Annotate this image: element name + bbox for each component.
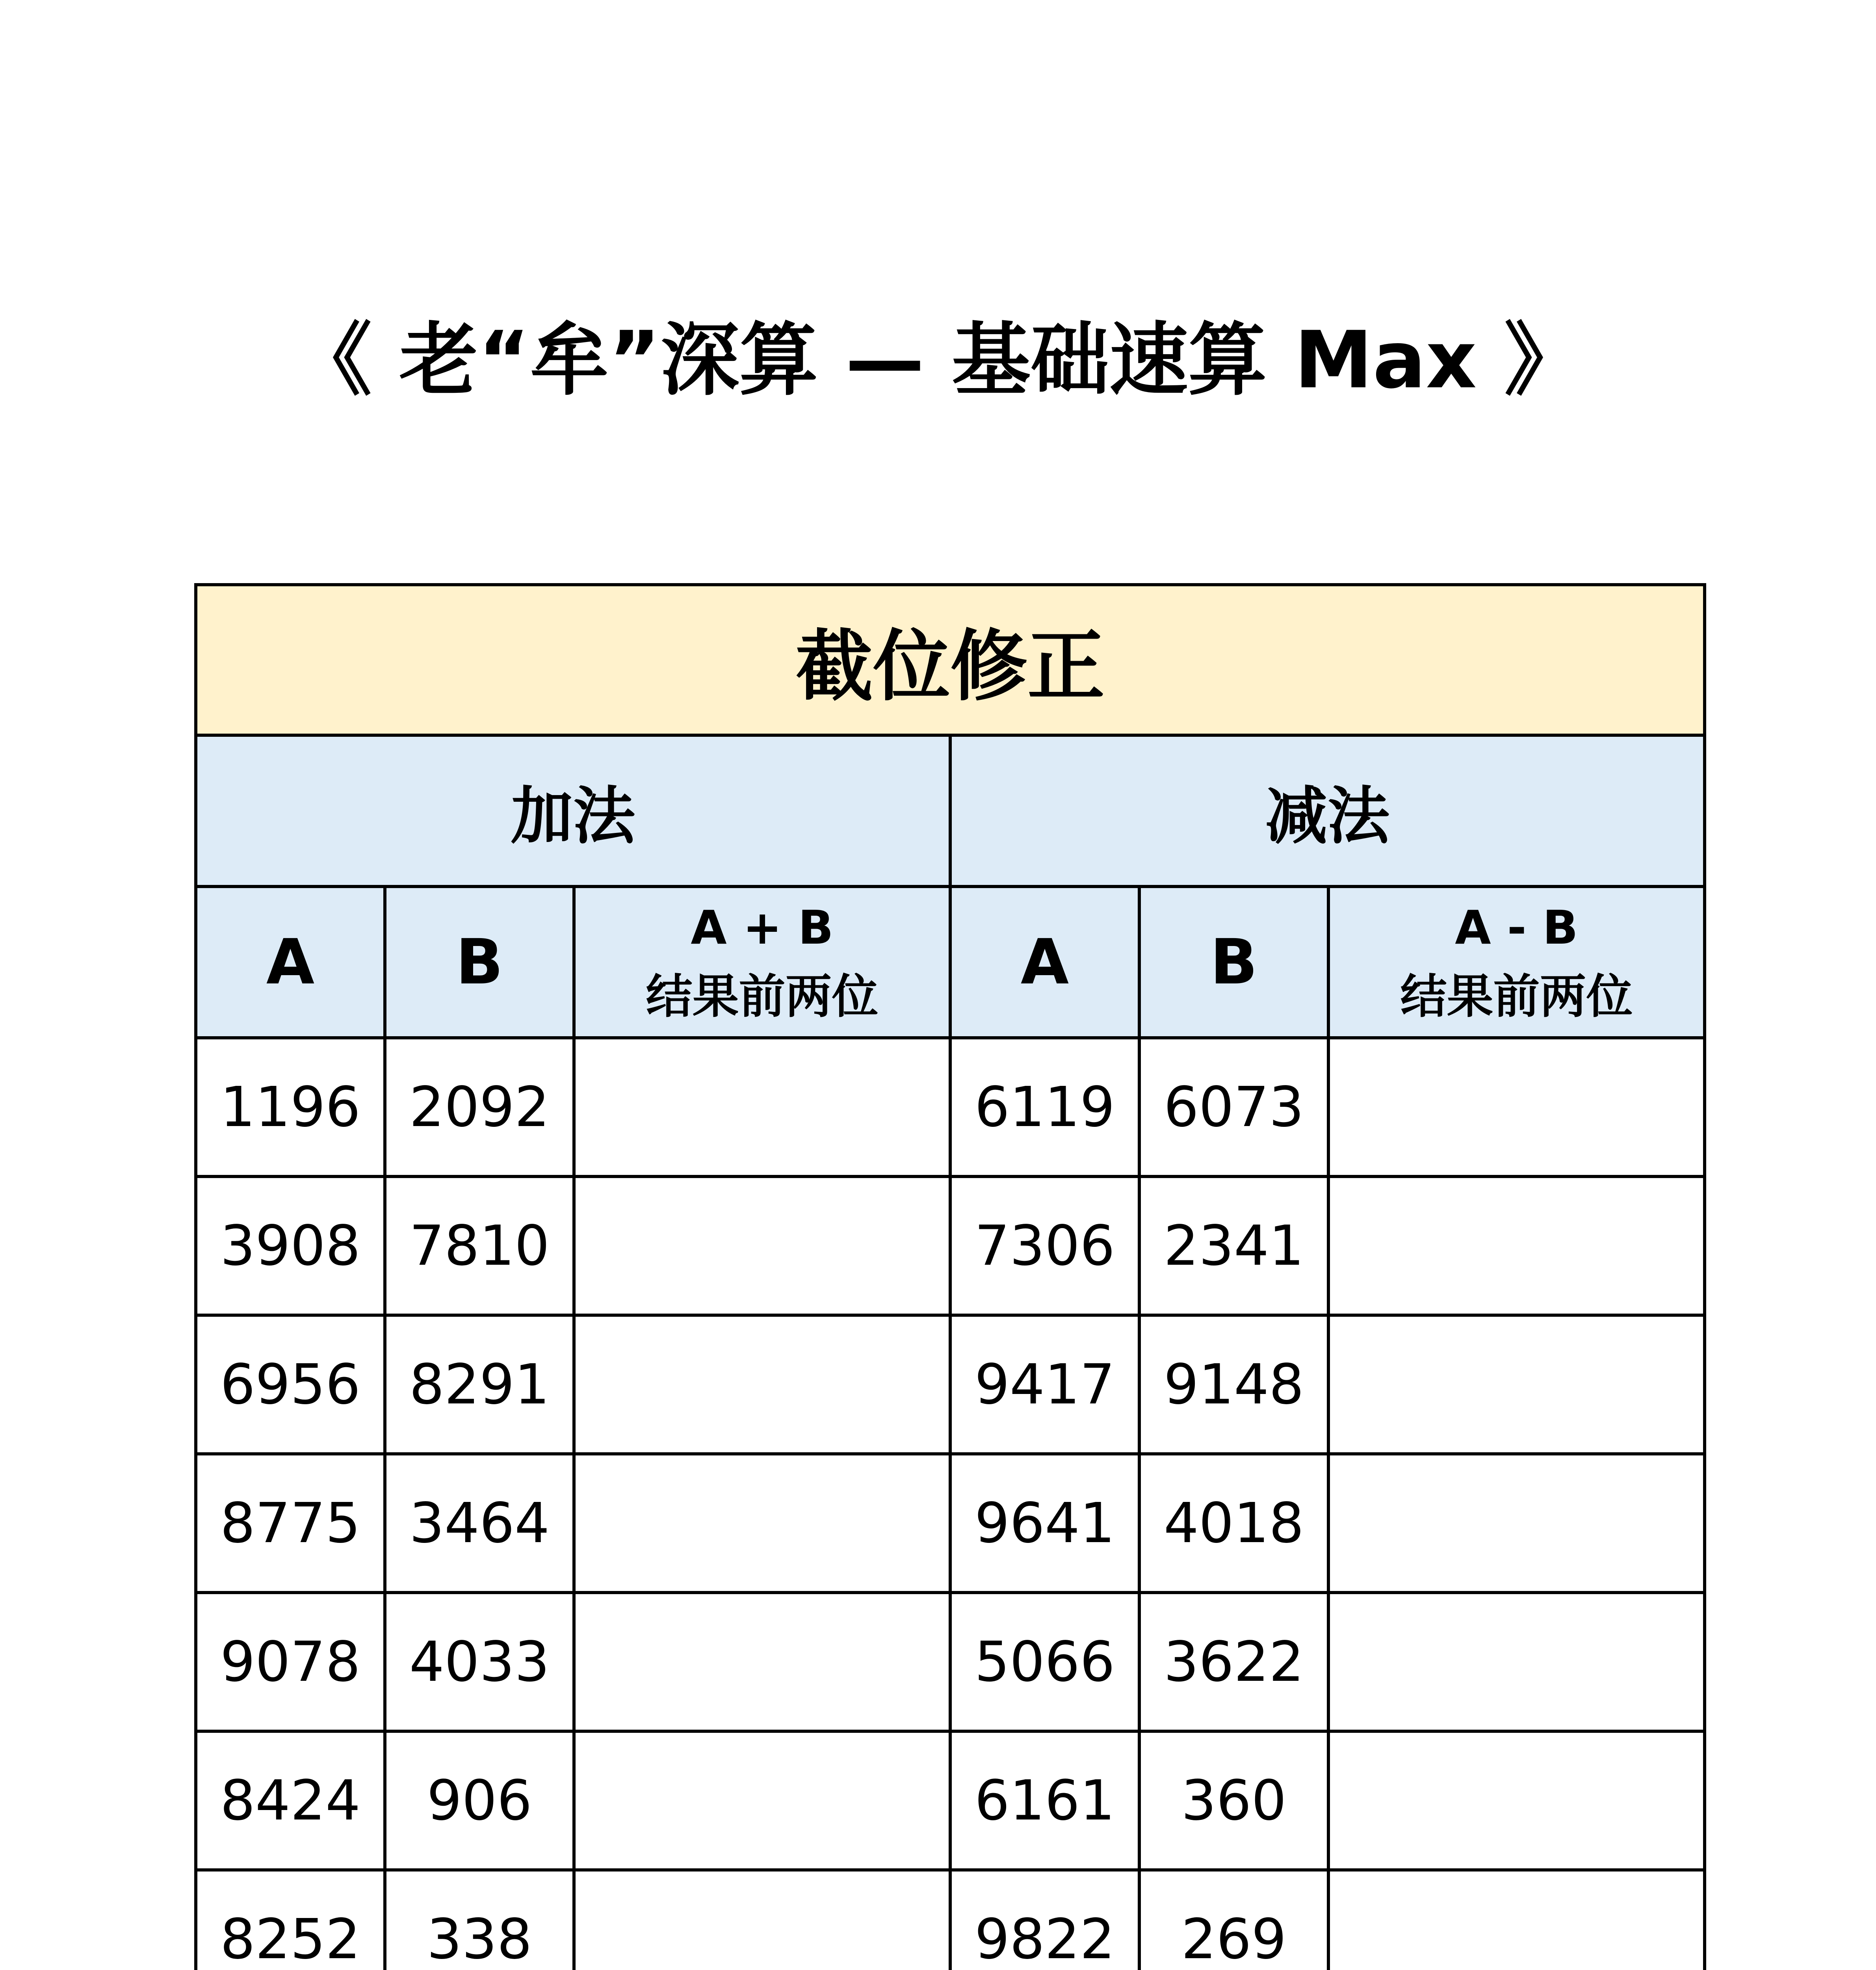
cell-add-answer[interactable] — [574, 1593, 950, 1731]
cell-add-b: 338 — [385, 1870, 574, 1970]
cell-sub-answer[interactable] — [1328, 1315, 1705, 1454]
header-add-a: A — [196, 886, 385, 1038]
cell-add-a: 9078 — [196, 1593, 385, 1731]
cell-sub-b: 360 — [1139, 1731, 1328, 1870]
cell-add-answer[interactable] — [574, 1315, 950, 1454]
cell-sub-b: 4018 — [1139, 1454, 1328, 1593]
cell-sub-answer[interactable] — [1328, 1870, 1705, 1970]
cell-sub-b: 2341 — [1139, 1176, 1328, 1315]
cell-add-b: 3464 — [385, 1454, 574, 1593]
cell-add-b: 7810 — [385, 1176, 574, 1315]
section-addition: 加法 — [196, 735, 950, 886]
cell-add-a: 8252 — [196, 1870, 385, 1970]
practice-table — [194, 583, 1706, 1970]
cell-add-answer[interactable] — [574, 1176, 950, 1315]
cell-sub-answer[interactable] — [1328, 1593, 1705, 1731]
table-row — [196, 1315, 1705, 1454]
cell-sub-answer[interactable] — [1328, 1176, 1705, 1315]
cell-sub-a: 9822 — [950, 1870, 1139, 1970]
cell-sub-a: 6161 — [950, 1731, 1139, 1870]
cell-sub-b: 9148 — [1139, 1315, 1328, 1454]
header-add-result-caption: 结果前两位 — [646, 969, 879, 1024]
cell-add-a: 8424 — [196, 1731, 385, 1870]
cell-add-b: 2092 — [385, 1038, 574, 1176]
cell-sub-b: 6073 — [1139, 1038, 1328, 1176]
header-sub-a: A — [950, 886, 1139, 1038]
cell-add-answer[interactable] — [574, 1731, 950, 1870]
cell-add-a: 3908 — [196, 1176, 385, 1315]
cell-add-a: 1196 — [196, 1038, 385, 1176]
header-add-result — [574, 886, 950, 1038]
cell-sub-a: 9641 — [950, 1454, 1139, 1593]
table-banner: 截位修正 — [196, 585, 1705, 735]
table-row — [196, 1731, 1705, 1870]
cell-add-a: 6956 — [196, 1315, 385, 1454]
section-subtraction: 减法 — [950, 735, 1705, 886]
cell-sub-a: 9417 — [950, 1315, 1139, 1454]
header-add-b: B — [385, 886, 574, 1038]
cell-add-answer[interactable] — [574, 1870, 950, 1970]
cell-add-answer[interactable] — [574, 1454, 950, 1593]
cell-sub-b: 269 — [1139, 1870, 1328, 1970]
header-sub-result-caption: 结果前两位 — [1400, 969, 1633, 1024]
header-sub-result-formula: A - B — [1455, 900, 1578, 955]
cell-add-answer[interactable] — [574, 1038, 950, 1176]
table-row — [196, 1593, 1705, 1731]
cell-add-a: 8775 — [196, 1454, 385, 1593]
cell-sub-b: 3622 — [1139, 1593, 1328, 1731]
cell-sub-a: 6119 — [950, 1038, 1139, 1176]
cell-sub-answer[interactable] — [1328, 1038, 1705, 1176]
cell-sub-answer[interactable] — [1328, 1731, 1705, 1870]
table-row — [196, 1454, 1705, 1593]
cell-add-b: 906 — [385, 1731, 574, 1870]
table-row — [196, 1870, 1705, 1970]
table-row — [196, 1176, 1705, 1315]
cell-sub-a: 7306 — [950, 1176, 1139, 1315]
header-add-result-formula: A + B — [691, 900, 834, 955]
page-title: 《 老“牟”深算 — 基础速算 Max 》 — [293, 314, 1583, 406]
cell-add-b: 8291 — [385, 1315, 574, 1454]
cell-add-b: 4033 — [385, 1593, 574, 1731]
table-row — [196, 1038, 1705, 1176]
cell-sub-answer[interactable] — [1328, 1454, 1705, 1593]
header-sub-b: B — [1139, 886, 1328, 1038]
header-sub-result — [1328, 886, 1705, 1038]
cell-sub-a: 5066 — [950, 1593, 1139, 1731]
